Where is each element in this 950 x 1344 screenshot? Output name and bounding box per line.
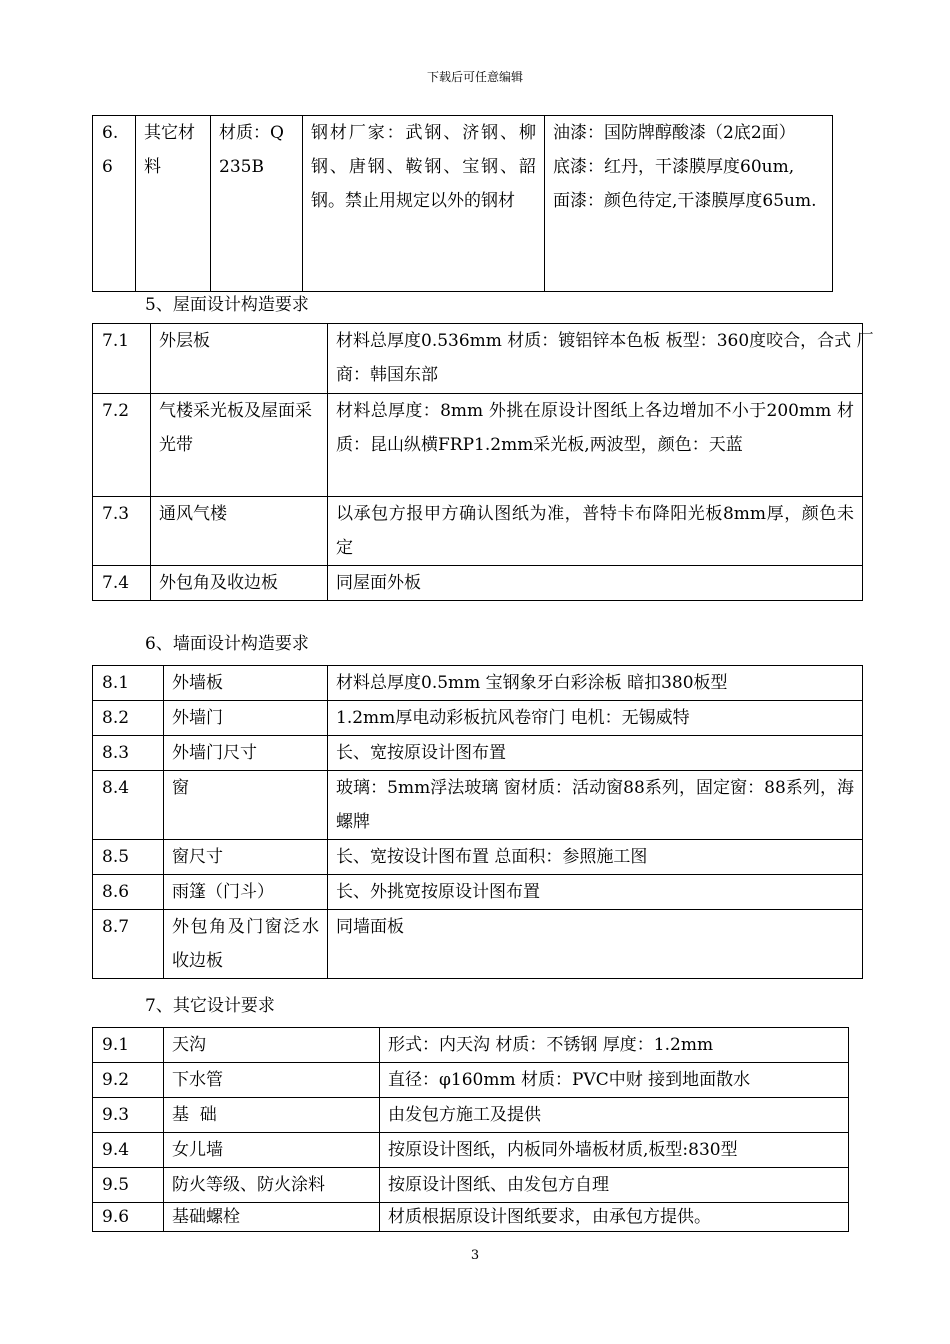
table-row xyxy=(93,701,863,736)
row-number: 8.1 xyxy=(93,666,164,701)
row-desc: 按原设计图纸、由发包方自理 xyxy=(380,1168,849,1203)
primer-line: 底漆：红丹，干漆膜厚度60um, xyxy=(553,157,795,177)
row-material: 材质：Q235B xyxy=(211,116,303,292)
row-desc: 直径：φ160mm 材质：PVC中财 接到地面散水 xyxy=(380,1063,849,1098)
row-number: 9.5 xyxy=(93,1168,164,1203)
row-name: 天沟 xyxy=(164,1028,380,1063)
row-number: 9.2 xyxy=(93,1063,164,1098)
table-row xyxy=(93,1098,849,1133)
table-row xyxy=(93,394,863,497)
row-name: 基础螺栓 xyxy=(164,1203,380,1232)
row-number: 8.3 xyxy=(93,736,164,771)
row-desc xyxy=(328,324,874,394)
table-materials-6-6 xyxy=(92,115,833,292)
table-row xyxy=(93,736,863,771)
row-desc: 形式：内天沟 材质：不锈钢 厚度：1.2mm xyxy=(380,1028,849,1063)
table-row xyxy=(93,1168,849,1203)
row-number: 9.3 xyxy=(93,1098,164,1133)
table-row xyxy=(93,566,863,601)
table-row xyxy=(93,324,863,394)
row-name: 气楼采光板及屋面采光带 xyxy=(151,394,328,497)
row-name: 防火等级、防火涂料 xyxy=(164,1168,380,1203)
row-desc: 以承包方报甲方确认图纸为准，普特卡布降阳光板8mm厚，颜色未定 xyxy=(328,497,863,566)
row-supplier: 钢材厂家：武钢、济钢、柳钢、唐钢、鞍钢、宝钢、韶钢。禁止用规定以外的钢材 xyxy=(303,116,545,292)
row-name: 其它材料 xyxy=(136,116,211,292)
table-row xyxy=(93,1028,849,1063)
row-number: 7.4 xyxy=(93,566,151,601)
table-row xyxy=(93,1063,849,1098)
paint-line: 油漆：国防牌醇酸漆（2底2面） xyxy=(553,123,796,143)
table-wall xyxy=(92,665,863,979)
row-desc: 材质根据原设计图纸要求，由承包方提供。 xyxy=(380,1203,849,1232)
row-desc: 长、宽按原设计图布置 xyxy=(328,736,863,771)
row-name: 外墙门 xyxy=(164,701,328,736)
row-number: 7.3 xyxy=(93,497,151,566)
row-number: 6.6 xyxy=(93,116,136,292)
row-name: 外墙门尺寸 xyxy=(164,736,328,771)
row-desc: 玻璃：5mm浮法玻璃 窗材质：活动窗88系列，固定窗：88系列，海螺牌 xyxy=(328,771,863,840)
row-name: 窗尺寸 xyxy=(164,840,328,875)
row-desc: 1.2mm厚电动彩板抗风卷帘门 电机：无锡威特 xyxy=(328,701,863,736)
row-number: 8.6 xyxy=(93,875,164,910)
page-number: 3 xyxy=(470,1248,480,1263)
row-number: 8.5 xyxy=(93,840,164,875)
row-number: 9.1 xyxy=(93,1028,164,1063)
row-desc: 同屋面外板 xyxy=(328,566,863,601)
row-number: 7.1 xyxy=(93,324,151,394)
row-name: 下水管 xyxy=(164,1063,380,1098)
table-other xyxy=(92,1027,849,1232)
table-row xyxy=(93,497,863,566)
row-desc: 长、宽按设计图布置 总面积：参照施工图 xyxy=(328,840,863,875)
page-header: 下载后可任意编辑 xyxy=(426,70,523,84)
row-name: 女儿墙 xyxy=(164,1133,380,1168)
table-row xyxy=(93,771,863,840)
section-title-roof: 5、屋面设计构造要求 xyxy=(145,295,309,315)
table-roof xyxy=(92,323,874,601)
row-desc: 材料总厚度：8mm 外挑在原设计图纸上各边增加不小于200mm 材质：昆山纵横FRP1.2mm采光板,两波型，颜色：天蓝 xyxy=(328,394,863,497)
table-row xyxy=(93,910,863,979)
table-row xyxy=(93,840,863,875)
row-desc-text: 材料总厚度0.536mm 材质：镀铝锌本色板 板型：360度咬合，合式 厂商：韩国东部 xyxy=(336,331,874,385)
section-title-other: 7、其它设计要求 xyxy=(145,996,275,1016)
row-name: 外包角及门窗泛水收边板 xyxy=(164,910,328,979)
table-row xyxy=(93,666,863,701)
row-desc: 同墙面板 xyxy=(328,910,863,979)
row-desc: 由发包方施工及提供 xyxy=(380,1098,849,1133)
table-row xyxy=(93,875,863,910)
row-desc: 长、外挑宽按原设计图布置 xyxy=(328,875,863,910)
row-number: 8.2 xyxy=(93,701,164,736)
topcoat-line: 面漆：颜色待定,干漆膜厚度65um. xyxy=(553,191,817,211)
row-name: 基 础 xyxy=(164,1098,380,1133)
row-name: 外包角及收边板 xyxy=(151,566,328,601)
row-paint-spec xyxy=(545,116,833,292)
row-name: 外层板 xyxy=(151,324,328,394)
row-number: 8.4 xyxy=(93,771,164,840)
row-desc: 按原设计图纸，内板同外墙板材质,板型:830型 xyxy=(380,1133,849,1168)
section-title-wall: 6、墙面设计构造要求 xyxy=(145,634,309,654)
table-row xyxy=(93,1133,849,1168)
row-number: 8.7 xyxy=(93,910,164,979)
row-desc: 材料总厚度0.5mm 宝钢象牙白彩涂板 暗扣380板型 xyxy=(328,666,863,701)
row-name: 雨篷（门斗） xyxy=(164,875,328,910)
row-name: 窗 xyxy=(164,771,328,840)
row-number: 9.6 xyxy=(93,1203,164,1232)
row-number: 9.4 xyxy=(93,1133,164,1168)
table-row xyxy=(93,1203,849,1232)
row-number: 7.2 xyxy=(93,394,151,497)
row-name: 通风气楼 xyxy=(151,497,328,566)
row-name: 外墙板 xyxy=(164,666,328,701)
table-row xyxy=(93,116,833,292)
